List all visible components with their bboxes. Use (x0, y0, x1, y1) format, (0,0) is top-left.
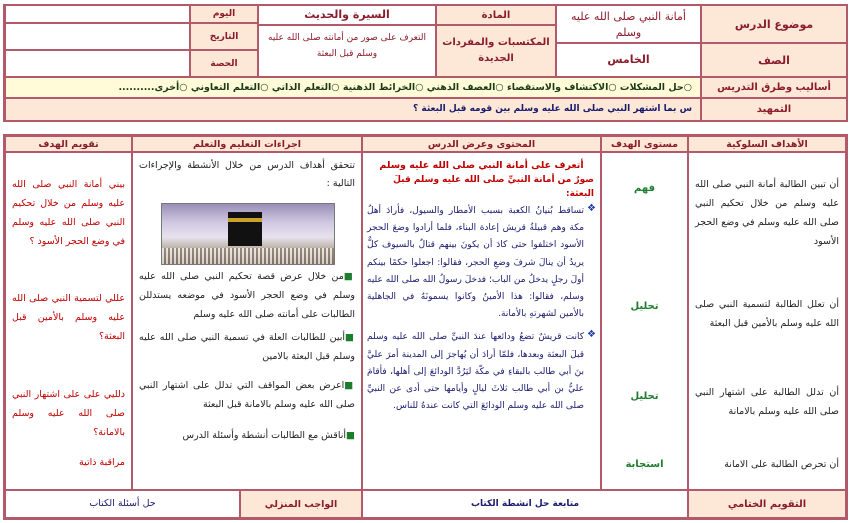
levels-column (601, 152, 688, 490)
methods-value: ○حل المشكلات ○الاكتشاف والاستقصاء ○العصف الذهني ○الخرائط الذهنية ○التعلم الذاتي ○التعلم التعاوني ○أخرى.......... (5, 77, 701, 98)
procedure-item: ■من خلال عرض قصة تحكيم النبي صلى الله عليه وسلم في وضع الحجر الأسود في موضعه يستدللن الطالبات على أمانته صلى الله عليه وسلم (139, 271, 355, 320)
evaluation-item: دلليي على على اشتهار النبي صلى الله عليه وسلم بالامانة؟ (12, 389, 125, 438)
evaluation-column (5, 152, 132, 490)
procedures-intro: تتحقق أهداف الدرس من خلال الأنشطة والإجراءات التالية : (139, 160, 355, 189)
final-evaluation-label: التقويم الختامي (688, 490, 846, 518)
followup-value: متابعة حل انشطة الكتاب (362, 490, 688, 518)
methods-label: أساليب وطرق التدريس (701, 77, 847, 98)
objectives-column (688, 152, 846, 490)
square-bullet-icon: ■ (344, 380, 355, 391)
objective-item: أن تعلل الطالبة لتسمية النبي صلى الله عليه وسلم بالأمين قبل البعثة (695, 299, 839, 329)
content-subheading: صورٌ من أمانة النبيِّ صلى الله عليه وسلم قبلَ البعثة: (393, 175, 594, 199)
square-bullet-icon: ■ (343, 271, 355, 282)
kaaba-photo (161, 203, 335, 265)
homework-value: حل أسئلة الكتاب (5, 490, 240, 518)
objective-level: فهم (634, 183, 655, 194)
day-value (5, 5, 190, 23)
date-value (5, 23, 190, 50)
content-paragraph: تساقط بُنيانُ الكعبة بسبب الأمطار والسيول، فأرادَ أهلُ مكة وهم قبيلةُ قريش إعادة البناء، فلما أرادوا وضعَ الحجر الأسود اختلفوا حتى كادَ أن يكونَ بينهم قتالٌ بالسيوف كلٌّ يريدُ أن ينالَ شرفَ وضعِ الحجر، فقالوا: اجعلوا حكمًا بينكم أولَ رجلٍ يدخلُ من الباب؛ فدخلَ رسولُ الله صلى الله عليه وسلم، فقالوا: هذا الأمينُ وكانوا يسمونَهُ في الجاهلية بالأمين لشهرتهِ بالأمانة. (367, 206, 585, 320)
period-label: الحصة (190, 50, 258, 77)
content-heading: أتعرف على أمانة النبي صلى الله عليه وسلم (379, 160, 584, 171)
vocab-label: المكتسبات والمفردات الجديدة (436, 25, 556, 77)
square-bullet-icon: ■ (346, 430, 355, 441)
procedures-column (132, 152, 362, 490)
objective-level: تحليل (630, 391, 659, 402)
subject-label: المادة (436, 5, 556, 25)
intro-label: التمهيد (701, 98, 847, 121)
evaluation-item: مراقبة ذاتية (79, 457, 125, 468)
evaluation-item: عللي لتسمية النبي صلى الله عليه وسلم بالأمين قبل البعثة؟ (12, 293, 125, 342)
procedure-item: ■أبين للطالبات العلة في تسمية النبي صلى الله عليه وسلم قبل البعثة بالامين (139, 332, 355, 362)
diamond-bullet-icon: ❖ (587, 203, 596, 214)
topic-label: موضوع الدرس (701, 5, 847, 43)
period-value (5, 50, 190, 77)
col-evaluation-header: تقويم الهدف (5, 136, 132, 152)
objective-level: استجابة (625, 459, 664, 470)
grade-label: الصف (701, 43, 847, 77)
col-content-header: المحتوى وعرض الدرس (362, 136, 601, 152)
content-paragraph: كانت قريشٌ تضعُ ودائعها عندَ النبيِّ صلى الله عليه وسلم قبلَ البعثة وبعدها، فلمّا أرادَ أن يُهاجرَ إلى المدينة أمرَ عليَّ بنَ أبي طالب بالبقاءِ في مكّة ليَرُدَّ الودائعَ إلى أهلها، فأقامَ عليُّ بن أبي طالب ثلاثَ ليالٍ وأيامها حتى أدى عن النبيِّ صلى الله عليه وسلم الودائعَ التي كانت عندهُ للناس. (367, 332, 585, 412)
day-label: اليوم (190, 5, 258, 23)
col-procedures-header: اجراءات التعليم والتعلم (132, 136, 362, 152)
vocab-value: التعرف على صور من أمانته صلى الله عليه وسلم قبل البعثة (258, 25, 436, 77)
evaluation-item: بيني أمانة النبي صلى الله عليه وسلم من خلال تحكيم النبي صلى الله عليه وسلم في وضع الحجر الأسود ؟ (12, 179, 125, 247)
objective-item: أن تحرص الطالبة على الامانة (724, 459, 839, 470)
content-column (362, 152, 601, 490)
date-label: التاريخ (190, 23, 258, 50)
topic-value: أمانة النبي صلى الله عليه وسلم (556, 5, 701, 43)
square-bullet-icon: ■ (345, 332, 355, 343)
intro-value: س بما اشتهر النبي صلى الله عليه وسلم بين قومه قبل البعثة ؟ (5, 98, 701, 121)
objective-level: تحليل (630, 301, 659, 312)
objective-item: أن تبين الطالبة أمانة النبي صلى الله عليه وسلم من خلال تحكيم النبي صلى الله عليه وسلم في وضع الحجر الأسود (695, 179, 839, 247)
subject-value: السيرة والحديث (258, 5, 436, 25)
objective-item: أن تدلل الطالبة على اشتهار النبي صلى الله عليه وسلم بالامانة (695, 387, 839, 417)
homework-label: الواجب المنزلي (240, 490, 362, 518)
col-level-header: مستوى الهدف (601, 136, 688, 152)
procedure-item: ■أناقش مع الطالبات أنشطة وأسئلة الدرس (182, 430, 355, 441)
grade-value: الخامس (556, 43, 701, 77)
diamond-bullet-icon: ❖ (587, 329, 596, 341)
col-objectives-header: الأهداف السلوكية (688, 136, 846, 152)
procedure-item: ■اعرض بعض المواقف التي تدلل على اشتهار النبي صلى الله عليه وسلم بالامانة قبل البعثة (139, 380, 355, 410)
